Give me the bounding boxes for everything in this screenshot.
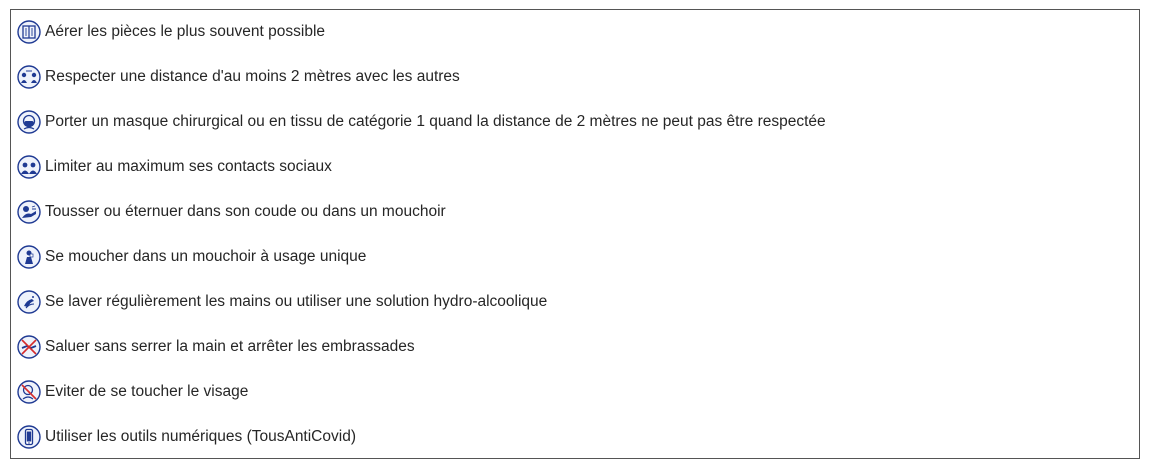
gesture-label: Tousser ou éternuer dans son coude ou dans un mouchoir bbox=[45, 203, 446, 220]
gesture-label: Eviter de se toucher le visage bbox=[45, 383, 249, 400]
gesture-item bbox=[17, 243, 366, 271]
gesture-label: Se laver régulièrement les mains ou utiliser une solution hydro-alcoolique bbox=[45, 293, 548, 310]
gesture-item bbox=[17, 333, 415, 361]
gesture-item bbox=[17, 18, 325, 46]
gesture-label: Respecter une distance d'au moins 2 mètres avec les autres bbox=[45, 68, 460, 85]
gesture-label: Aérer les pièces le plus souvent possible bbox=[45, 23, 326, 40]
gesture-item bbox=[17, 63, 460, 91]
handwash-icon bbox=[17, 290, 41, 314]
tissue-icon bbox=[17, 245, 41, 269]
window-icon bbox=[17, 20, 41, 44]
gesture-label: Se moucher dans un mouchoir à usage unique bbox=[45, 248, 367, 265]
mask-icon bbox=[17, 110, 41, 134]
gesture-item bbox=[17, 198, 446, 226]
no-face-touch-icon bbox=[17, 380, 41, 404]
gesture-label: Porter un masque chirurgical ou en tissu de catégorie 1 quand la distance de 2 mètres ne peut pas être respectée bbox=[45, 113, 826, 130]
gesture-label: Saluer sans serrer la main et arrêter les embrassades bbox=[45, 338, 415, 355]
gesture-label: Utiliser les outils numériques (TousAntiCovid) bbox=[45, 428, 356, 445]
distance-icon bbox=[17, 65, 41, 89]
gesture-item bbox=[17, 153, 332, 181]
no-handshake-icon bbox=[17, 335, 41, 359]
gesture-item bbox=[17, 108, 826, 136]
gesture-item bbox=[17, 378, 248, 406]
elbow-cough-icon bbox=[17, 200, 41, 224]
gesture-label: Limiter au maximum ses contacts sociaux bbox=[45, 158, 332, 175]
barrier-gestures-panel bbox=[10, 9, 1140, 459]
gesture-item bbox=[17, 288, 547, 316]
gesture-item bbox=[17, 423, 356, 451]
phone-app-icon bbox=[17, 425, 41, 449]
contacts-icon bbox=[17, 155, 41, 179]
